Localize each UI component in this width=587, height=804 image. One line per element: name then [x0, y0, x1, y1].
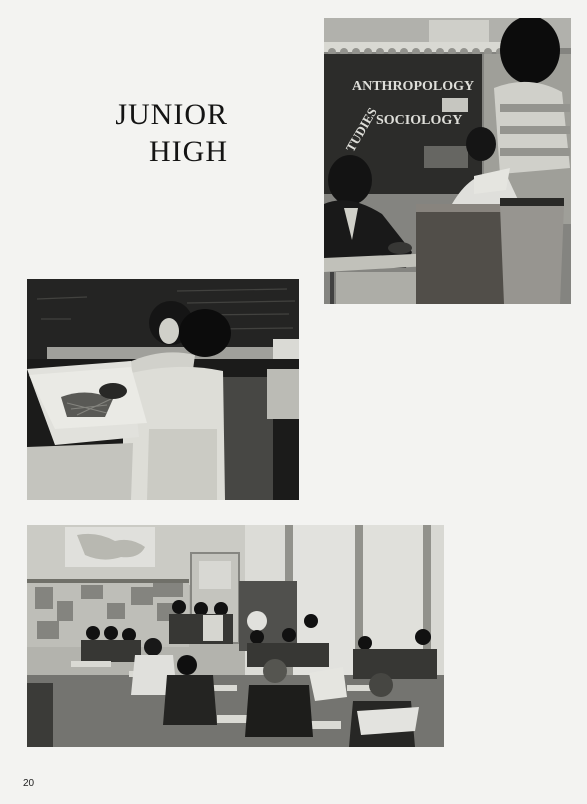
photo-1-image: [324, 18, 571, 304]
section-heading: [60, 96, 228, 170]
board-label-studies: TUDIES: [342, 104, 380, 155]
photo-2-image: [27, 279, 299, 500]
page-number: 20: [23, 778, 35, 789]
photo-classroom-wide: [27, 525, 444, 747]
photo-bulletin-board-classroom: [324, 18, 571, 304]
heading-line-2: HIGH: [149, 135, 228, 168]
board-label-sociology: SOCIOLOGY: [376, 113, 463, 128]
photo-3-image: [27, 525, 444, 747]
board-label-anthropology: ANTHROPOLOGY: [352, 79, 475, 94]
heading-line-1: JUNIOR: [115, 98, 228, 131]
photo-students-drafting-table: [27, 279, 299, 500]
